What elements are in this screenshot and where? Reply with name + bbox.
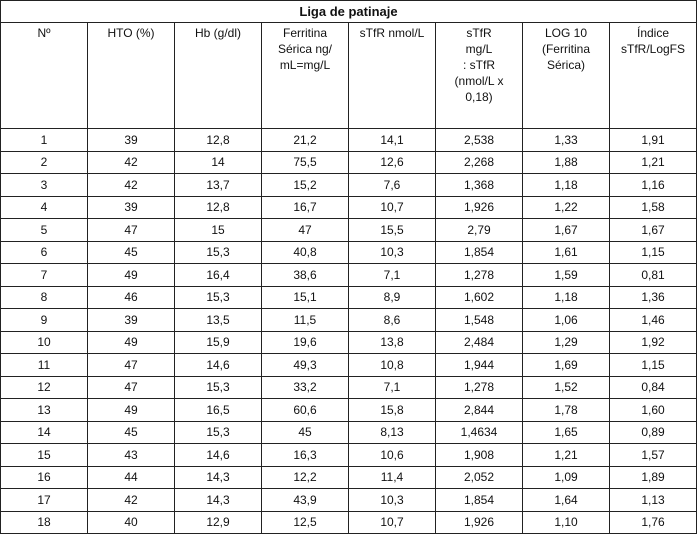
table-cell: 1,4634: [436, 421, 523, 444]
column-header: [175, 23, 262, 129]
table-cell: 1,29: [523, 331, 610, 354]
column-header-line: : sTfR: [463, 58, 495, 72]
table-cell: 12,8: [175, 129, 262, 152]
table-cell: 1,15: [610, 241, 697, 264]
table-cell: 45: [262, 421, 349, 444]
table-cell: 9: [1, 309, 88, 332]
table-row: [1, 489, 697, 512]
table-cell: 13,7: [175, 174, 262, 197]
table-cell: 15,3: [175, 241, 262, 264]
table-cell: 11,4: [349, 466, 436, 489]
table-cell: 5: [1, 219, 88, 242]
table-cell: 1,368: [436, 174, 523, 197]
table-cell: 2: [1, 151, 88, 174]
table-cell: 46: [88, 286, 175, 309]
table-cell: 49: [88, 399, 175, 422]
table-cell: 10,8: [349, 354, 436, 377]
table-row: [1, 196, 697, 219]
table-row: [1, 151, 697, 174]
table-cell: 1,91: [610, 129, 697, 152]
table-cell: 10,6: [349, 444, 436, 467]
table-row: [1, 286, 697, 309]
table-cell: 7,1: [349, 264, 436, 287]
table-body: [1, 129, 697, 534]
table-cell: 1,16: [610, 174, 697, 197]
table-cell: 1,18: [523, 286, 610, 309]
table-cell: 1,602: [436, 286, 523, 309]
table-cell: 47: [88, 376, 175, 399]
table-cell: 16,3: [262, 444, 349, 467]
column-header-line: mL=mg/L: [279, 58, 331, 72]
table-cell: 16,5: [175, 399, 262, 422]
table-cell: 49: [88, 331, 175, 354]
table-cell: 15: [175, 219, 262, 242]
table-cell: 1,21: [523, 444, 610, 467]
table-cell: 15: [1, 444, 88, 467]
column-header-line: Índice: [636, 26, 670, 40]
table-cell: 2,052: [436, 466, 523, 489]
table-cell: 8,9: [349, 286, 436, 309]
table-row: [1, 264, 697, 287]
table-cell: 17: [1, 489, 88, 512]
column-header-line: Hb (g/dl): [194, 26, 241, 40]
table-cell: 6: [1, 241, 88, 264]
table-cell: 1,76: [610, 511, 697, 534]
table-row: [1, 444, 697, 467]
table-cell: 14: [175, 151, 262, 174]
table-cell: 1: [1, 129, 88, 152]
table-cell: 1,854: [436, 489, 523, 512]
column-header-line: (nmol/L x: [454, 74, 504, 88]
table-cell: 15,5: [349, 219, 436, 242]
table-cell: 1,22: [523, 196, 610, 219]
table-cell: 1,58: [610, 196, 697, 219]
table-cell: 15,3: [175, 286, 262, 309]
table-cell: 8,6: [349, 309, 436, 332]
column-header-line: sTfR nmol/L: [359, 26, 425, 40]
table-row: [1, 331, 697, 354]
table-cell: 1,67: [610, 219, 697, 242]
table-cell: 1,278: [436, 264, 523, 287]
table-cell: 1,67: [523, 219, 610, 242]
table-cell: 15,3: [175, 376, 262, 399]
table-cell: 7: [1, 264, 88, 287]
table-row: [1, 241, 697, 264]
table-cell: 16,4: [175, 264, 262, 287]
column-header-line: mg/L: [465, 42, 493, 56]
table-cell: 16,7: [262, 196, 349, 219]
table-cell: 4: [1, 196, 88, 219]
table-cell: 40,8: [262, 241, 349, 264]
table-row: [1, 421, 697, 444]
table-cell: 21,2: [262, 129, 349, 152]
table-cell: 0,84: [610, 376, 697, 399]
table-row: [1, 466, 697, 489]
table-cell: 39: [88, 129, 175, 152]
table-cell: 11,5: [262, 309, 349, 332]
column-header: [610, 23, 697, 129]
table-cell: 10,7: [349, 511, 436, 534]
table-cell: 1,548: [436, 309, 523, 332]
table-cell: 0,89: [610, 421, 697, 444]
table-cell: 60,6: [262, 399, 349, 422]
table-cell: 14,6: [175, 354, 262, 377]
table-cell: 49,3: [262, 354, 349, 377]
table-cell: 14: [1, 421, 88, 444]
table-cell: 43: [88, 444, 175, 467]
table-cell: 2,484: [436, 331, 523, 354]
table-cell: 7,1: [349, 376, 436, 399]
table-cell: 14,3: [175, 466, 262, 489]
table-cell: 1,69: [523, 354, 610, 377]
table-cell: 44: [88, 466, 175, 489]
table-cell: 1,59: [523, 264, 610, 287]
table-cell: 15,3: [175, 421, 262, 444]
table-cell: 39: [88, 309, 175, 332]
table-row: [1, 376, 697, 399]
table-cell: 1,21: [610, 151, 697, 174]
table-cell: 15,9: [175, 331, 262, 354]
table-row: [1, 129, 697, 152]
table-cell: 14,6: [175, 444, 262, 467]
column-header-line: HTO (%): [107, 26, 155, 40]
header-row: [1, 23, 697, 129]
table-cell: 38,6: [262, 264, 349, 287]
table-cell: 2,79: [436, 219, 523, 242]
table-cell: 15,1: [262, 286, 349, 309]
column-header: [262, 23, 349, 129]
table-cell: 16: [1, 466, 88, 489]
table-cell: 1,926: [436, 511, 523, 534]
column-header: [88, 23, 175, 129]
table-cell: 12: [1, 376, 88, 399]
table-cell: 12,2: [262, 466, 349, 489]
table-cell: 13,5: [175, 309, 262, 332]
column-header-line: LOG 10: [544, 26, 588, 40]
column-header: [523, 23, 610, 129]
table-cell: 1,88: [523, 151, 610, 174]
table-cell: 45: [88, 421, 175, 444]
table-cell: 45: [88, 241, 175, 264]
column-header-line: 0,18): [465, 90, 493, 104]
table-cell: 2,844: [436, 399, 523, 422]
table-cell: 1,61: [523, 241, 610, 264]
table-cell: 1,18: [523, 174, 610, 197]
table-cell: 1,89: [610, 466, 697, 489]
table-row: [1, 354, 697, 377]
column-header: [436, 23, 523, 129]
table-cell: 2,268: [436, 151, 523, 174]
table-cell: 1,92: [610, 331, 697, 354]
table-cell: 47: [88, 219, 175, 242]
table-cell: 1,854: [436, 241, 523, 264]
table-cell: 43,9: [262, 489, 349, 512]
table-cell: 10: [1, 331, 88, 354]
table-cell: 10,3: [349, 241, 436, 264]
table-row: [1, 511, 697, 534]
title-row: [1, 1, 697, 23]
table-cell: 11: [1, 354, 88, 377]
table-cell: 12,8: [175, 196, 262, 219]
table-cell: 1,52: [523, 376, 610, 399]
table-cell: 13: [1, 399, 88, 422]
column-header-line: Nº: [37, 26, 51, 40]
table-row: [1, 399, 697, 422]
table-cell: 1,944: [436, 354, 523, 377]
table-cell: 1,13: [610, 489, 697, 512]
column-header-line: Sérica): [546, 58, 585, 72]
table-cell: 13,8: [349, 331, 436, 354]
table-cell: 33,2: [262, 376, 349, 399]
table-cell: 1,926: [436, 196, 523, 219]
table-cell: 15,2: [262, 174, 349, 197]
table-row: [1, 309, 697, 332]
table-title: Liga de patinaje: [1, 1, 697, 23]
column-header-line: Ferritina: [282, 26, 327, 40]
table-cell: 8,13: [349, 421, 436, 444]
table-cell: 14,1: [349, 129, 436, 152]
table-cell: 1,15: [610, 354, 697, 377]
table-cell: 1,57: [610, 444, 697, 467]
table-cell: 10,7: [349, 196, 436, 219]
table-cell: 18: [1, 511, 88, 534]
table-cell: 1,09: [523, 466, 610, 489]
table-cell: 0,81: [610, 264, 697, 287]
table-cell: 1,46: [610, 309, 697, 332]
table-cell: 1,908: [436, 444, 523, 467]
table-cell: 1,06: [523, 309, 610, 332]
table-cell: 1,278: [436, 376, 523, 399]
table-cell: 39: [88, 196, 175, 219]
column-header: [349, 23, 436, 129]
column-header: [1, 23, 88, 129]
table-cell: 8: [1, 286, 88, 309]
table-cell: 12,6: [349, 151, 436, 174]
table-row: [1, 174, 697, 197]
column-header-line: sTfR/LogFS: [620, 42, 686, 56]
table-cell: 1,65: [523, 421, 610, 444]
table-cell: 1,10: [523, 511, 610, 534]
table-cell: 2,538: [436, 129, 523, 152]
table-cell: 47: [88, 354, 175, 377]
table-cell: 19,6: [262, 331, 349, 354]
table-cell: 15,8: [349, 399, 436, 422]
table-cell: 42: [88, 489, 175, 512]
table-cell: 12,9: [175, 511, 262, 534]
table-cell: 47: [262, 219, 349, 242]
table-cell: 14,3: [175, 489, 262, 512]
table-cell: 12,5: [262, 511, 349, 534]
table-cell: 1,36: [610, 286, 697, 309]
column-header-line: sTfR: [466, 26, 492, 40]
column-header-line: (Ferritina: [541, 42, 590, 56]
table-cell: 42: [88, 174, 175, 197]
table-cell: 1,64: [523, 489, 610, 512]
table-cell: 40: [88, 511, 175, 534]
table-cell: 42: [88, 151, 175, 174]
table-cell: 1,33: [523, 129, 610, 152]
table-cell: 1,78: [523, 399, 610, 422]
table-cell: 49: [88, 264, 175, 287]
table-cell: 10,3: [349, 489, 436, 512]
table-cell: 7,6: [349, 174, 436, 197]
table-cell: 3: [1, 174, 88, 197]
column-header-line: Sérica ng/: [277, 42, 333, 56]
table-row: [1, 219, 697, 242]
table-cell: 1,60: [610, 399, 697, 422]
table-cell: 75,5: [262, 151, 349, 174]
